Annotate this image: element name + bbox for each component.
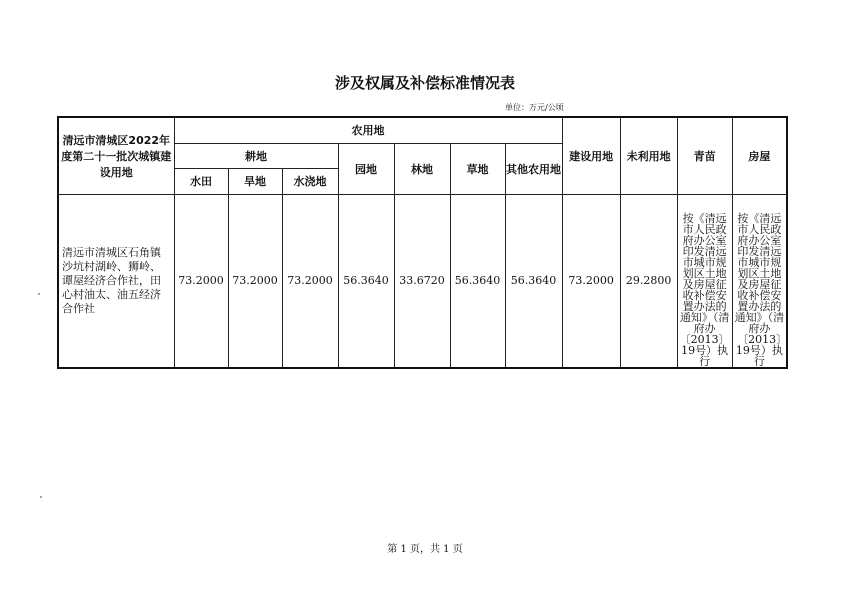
dryland-header: 旱地 [228, 168, 282, 194]
unused-land-header: 未利用地 [620, 117, 677, 194]
housing-note: 按《清远市人民政府办公室印发清远市城市规划区土地及房屋征收补偿安置办法的通知》（清府办〔2013〕19号）执行 [732, 194, 787, 368]
scan-speck [40, 496, 42, 498]
compensation-table [57, 116, 788, 369]
garden-value: 56.3640 [338, 194, 394, 368]
page-footer: 第 1 页，共 1 页 [387, 544, 463, 555]
forest-header: 林地 [394, 143, 450, 194]
paddy-header: 水田 [174, 168, 228, 194]
garden-header: 园地 [338, 143, 394, 194]
grass-value: 56.3640 [450, 194, 505, 368]
grass-header: 草地 [450, 143, 505, 194]
irrigated-header: 水浇地 [282, 168, 338, 194]
housing-header: 房屋 [732, 117, 787, 194]
irrigated-value: 73.2000 [282, 194, 338, 368]
forest-value: 33.6720 [394, 194, 450, 368]
crops-header: 青苗 [677, 117, 732, 194]
agri-land-header: 农用地 [174, 117, 562, 143]
unit-label: 单位：万元/公顷 [505, 103, 564, 112]
project-cell: 清远市清城区石角镇沙坑村湖岭、狮岭、谭屋经济合作社，田心村油太、油五经济合作社 [58, 194, 174, 368]
dryland-value: 73.2000 [228, 194, 282, 368]
other-agri-header: 其他农用地 [505, 143, 562, 194]
construction-land-header: 建设用地 [562, 117, 620, 194]
construction-value: 73.2000 [562, 194, 620, 368]
unused-value: 29.2800 [620, 194, 677, 368]
arable-land-header: 耕地 [174, 143, 338, 168]
page-title: 涉及权属及补偿标准情况表 [334, 74, 515, 92]
other-agri-value: 56.3640 [505, 194, 562, 368]
paddy-value: 73.2000 [174, 194, 228, 368]
scan-speck [38, 293, 40, 295]
project-header: 清远市清城区2022年度第二十一批次城镇建设用地 [58, 117, 174, 194]
crops-note: 按《清远市人民政府办公室印发清远市城市规划区土地及房屋征收补偿安置办法的通知》（清府办〔2013〕19号）执行 [677, 194, 732, 368]
